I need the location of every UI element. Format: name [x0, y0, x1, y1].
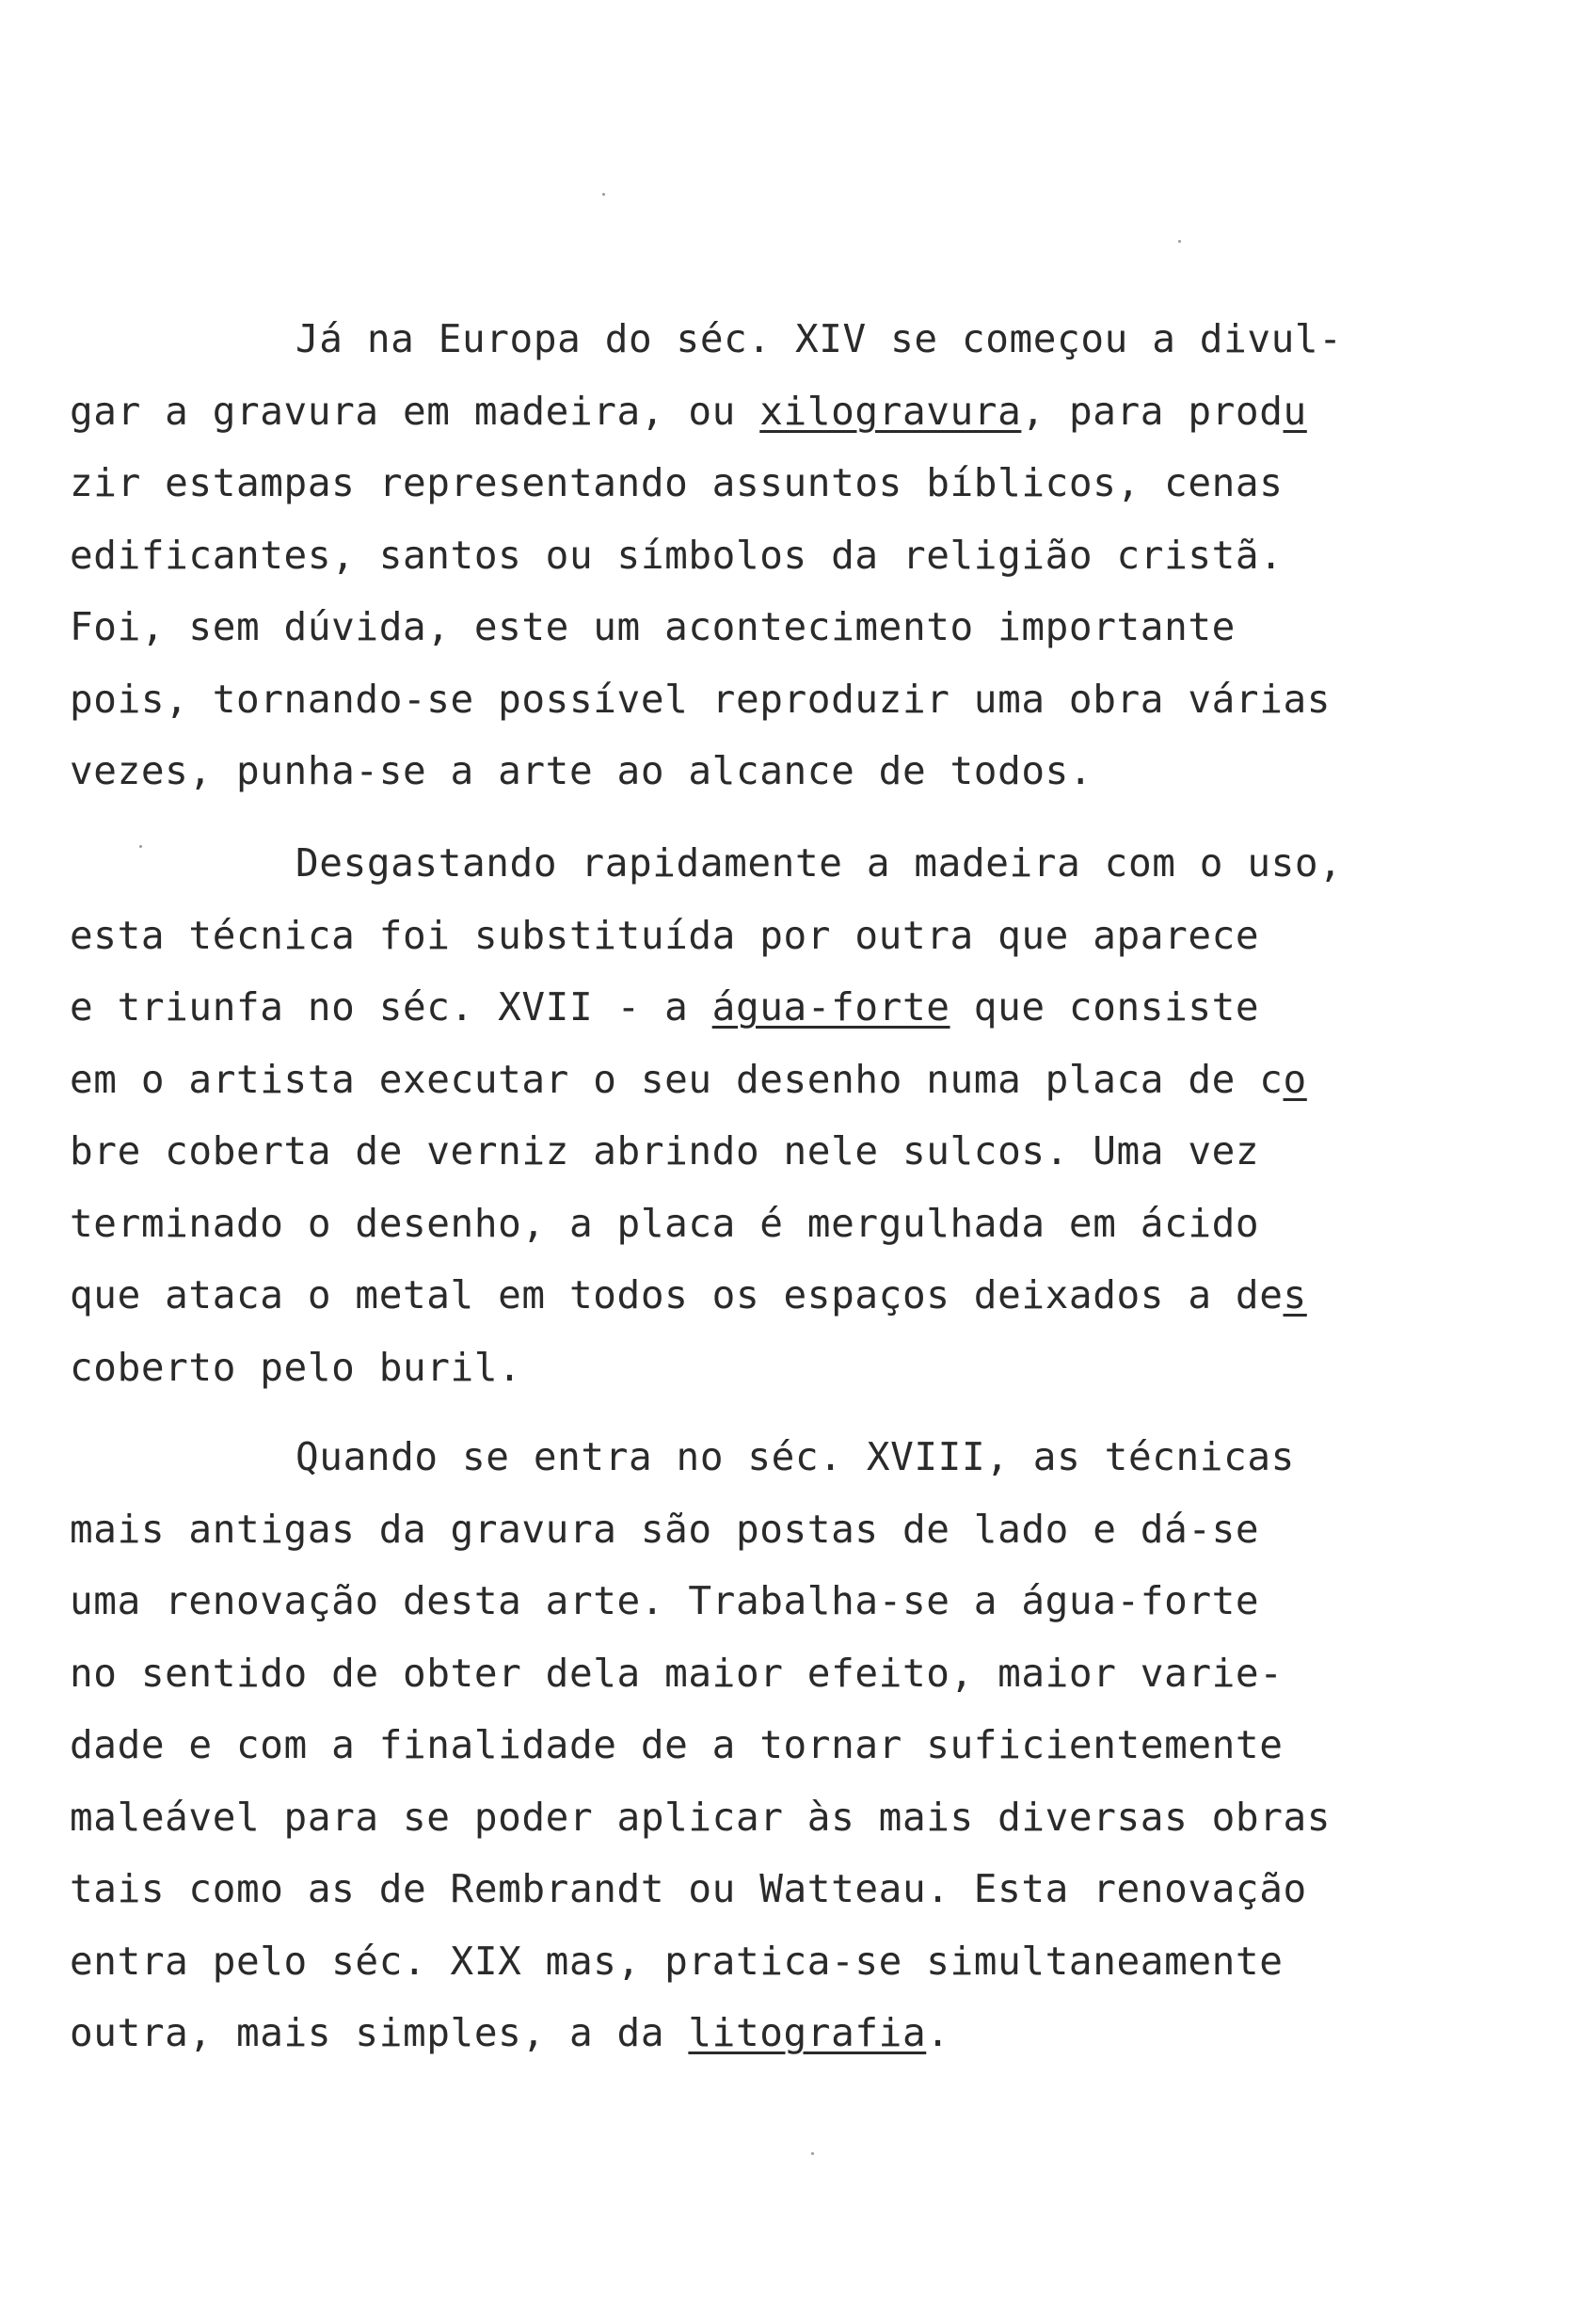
text-line — [70, 1271, 1307, 1318]
text-line — [70, 912, 1259, 959]
paper-speck — [602, 193, 605, 196]
text-run: que consiste — [950, 984, 1260, 1030]
text-line — [70, 1865, 1307, 1912]
text-run: maleável para se poder aplicar às mais diversas obras — [70, 1794, 1332, 1840]
text-run: bre coberta de verniz abrindo nele sulcos. Uma vez — [70, 1128, 1260, 1173]
text-run: zir estampas representando assuntos bíblicos, cenas — [70, 460, 1284, 505]
underlined-term: água-forte — [711, 984, 950, 1030]
text-run: vezes, punha-se a arte ao alcance de todos. — [70, 748, 1093, 793]
text-line — [70, 1577, 1259, 1624]
text-run: entra pelo séc. XIX mas, pratica-se simultaneamente — [70, 1938, 1284, 1984]
text-run: tais como as de Rembrandt ou Watteau. Esta renovação — [70, 1866, 1307, 1911]
text-line — [70, 603, 1236, 650]
text-run: no sentido de obter dela maior efeito, maior varie- — [70, 1650, 1284, 1696]
text-line — [70, 1650, 1284, 1697]
paper-speck — [811, 2152, 814, 2155]
text-run: Quando se entra no séc. XVIII, as técnicas — [295, 1434, 1295, 1479]
text-line — [70, 1794, 1331, 1841]
text-line — [70, 1344, 521, 1391]
text-line — [70, 1056, 1307, 1103]
text-run: mais antigas da gravura são postas de lado e dá-se — [70, 1506, 1260, 1552]
text-line — [295, 839, 1343, 886]
text-run: e triunfa no séc. XVII - a — [70, 984, 712, 1030]
text-line — [70, 459, 1284, 506]
paper-speck — [139, 845, 142, 848]
text-line — [70, 388, 1307, 435]
text-run: terminado o desenho, a placa é mergulhada em ácido — [70, 1200, 1260, 1246]
text-run: Desgastando rapidamente a madeira com o uso, — [295, 840, 1343, 886]
text-run: Foi, sem dúvida, este um acontecimento importante — [70, 604, 1236, 649]
text-line — [70, 2009, 950, 2056]
text-run: que ataca o metal em todos os espaços deixados a de — [70, 1272, 1284, 1317]
text-run: , para prod — [1021, 388, 1284, 434]
text-line — [70, 1938, 1284, 1985]
underlined-term: o — [1283, 1056, 1307, 1102]
text-run: . — [926, 2010, 950, 2055]
underlined-term: s — [1283, 1272, 1307, 1317]
text-run: dade e com a finalidade de a tornar suficientemente — [70, 1722, 1284, 1767]
text-line — [295, 315, 1343, 362]
text-run: pois, tornando-se possível reproduzir uma obra várias — [70, 676, 1332, 722]
text-run: uma renovação desta arte. Trabalha-se a água-forte — [70, 1578, 1260, 1623]
paper-speck — [1178, 240, 1181, 243]
text-run: gar a gravura em madeira, ou — [70, 388, 760, 434]
text-line — [70, 983, 1259, 1030]
text-run: coberto pelo buril. — [70, 1344, 522, 1390]
text-run: Já na Europa do séc. XIV se começou a divul- — [295, 316, 1343, 361]
text-line — [70, 1200, 1259, 1247]
text-run: em o artista executar o seu desenho numa placa de c — [70, 1056, 1284, 1102]
text-run: outra, mais simples, a da — [70, 2010, 689, 2055]
underlined-term: xilogravura — [759, 388, 1022, 434]
underlined-term: litografia — [688, 2010, 927, 2055]
underlined-term: u — [1283, 388, 1307, 434]
text-line — [70, 532, 1284, 579]
text-line — [70, 676, 1331, 723]
text-line — [295, 1433, 1295, 1480]
text-line — [70, 1506, 1259, 1553]
text-run: edificantes, santos ou símbolos da religião cristã. — [70, 532, 1284, 578]
text-line — [70, 1721, 1284, 1768]
text-line — [70, 747, 1093, 794]
text-run: esta técnica foi substituída por outra que aparece — [70, 912, 1260, 958]
text-line — [70, 1127, 1259, 1174]
